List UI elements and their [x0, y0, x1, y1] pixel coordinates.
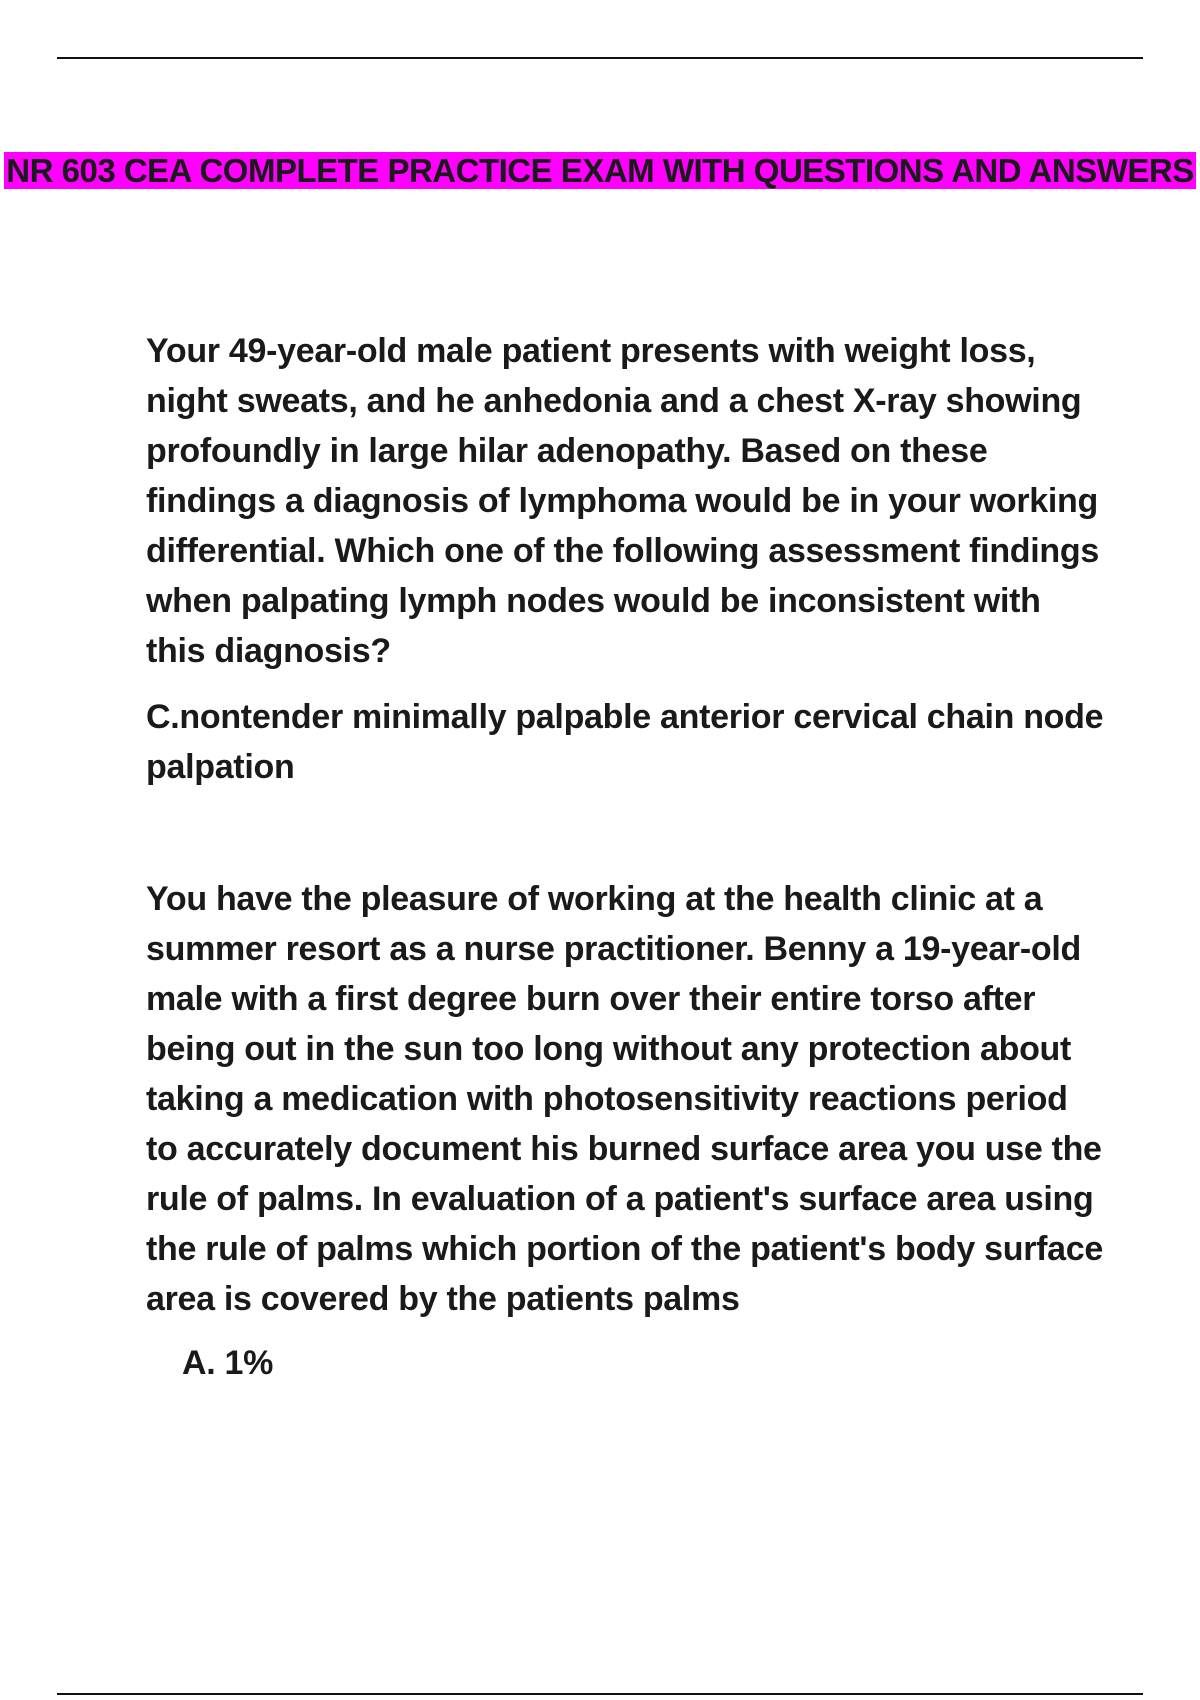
question-1-text: Your 49-year-old male patient presents with weight loss, night sweats, and he anhedonia and a chest X-ray showing profoundly in large hilar adenopathy. Based on these findings a diagnosis of lymphoma would be in your working differential. Which one of the following assessment findings when palpating lymph nodes would be inconsistent with this diagnosis? [146, 332, 1099, 670]
bottom-rule [57, 1693, 1143, 1695]
question-2-text: You have the pleasure of working at the health clinic at a summer resort as a nurse practitioner. Benny a 19-year-old male with a first degree burn over their entire torso after being out in the sun too long without any protection about taking a medication with photosensitivity reactions period to accurately document his burned surface area you use the rule of palms. In evaluation of a patient's surface area using the rule of palms which portion of the patient's body surface area is covered by the patients palms [146, 880, 1103, 1318]
title-highlight: NR 603 CEA COMPLETE PRACTICE EXAM WITH QUESTIONS AND ANSWERS [6, 152, 1194, 189]
document-title [0, 146, 1200, 196]
answer-1-text: C.nontender minimally palpable anterior cervical chain node palpation [146, 698, 1104, 786]
answer-2-text: A. 1% [182, 1344, 274, 1382]
top-rule [57, 57, 1143, 59]
